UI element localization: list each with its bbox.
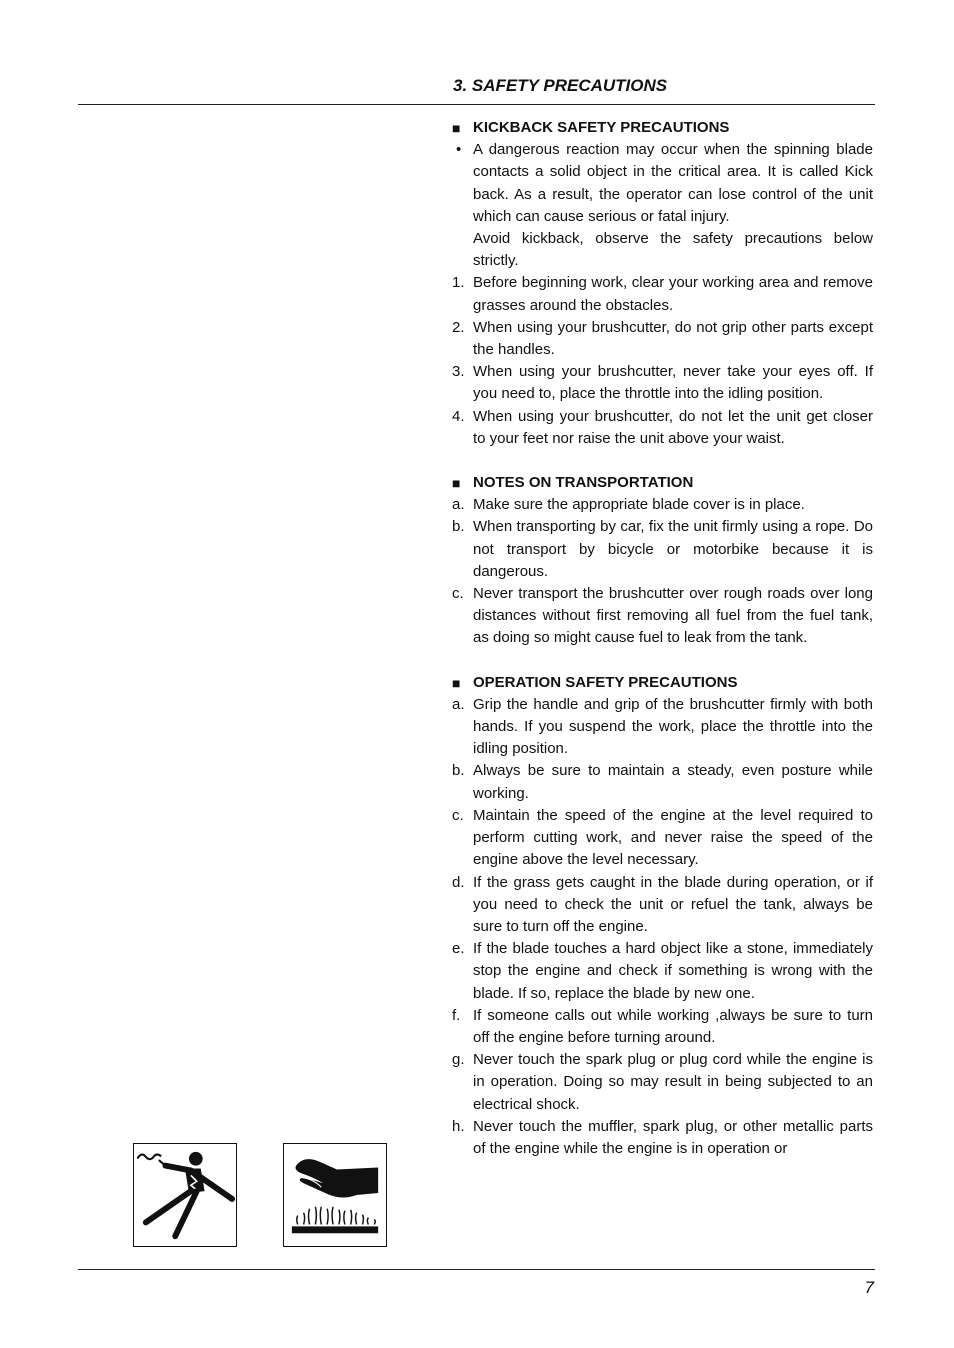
list-item: a. Make sure the appropriate blade cover is in place.: [452, 496, 805, 514]
list-item: 2. When using your brushcutter, do not grip other parts except the handles.: [452, 318, 873, 359]
operation-heading: ■ OPERATION SAFETY PRECAUTIONS: [452, 672, 873, 694]
square-bullet-icon: ■: [452, 120, 461, 136]
transport-heading: ■ NOTES ON TRANSPORTATION: [452, 472, 873, 494]
list-item: h. Never touch the muffler, spark plug, or other metallic parts of the engine while the engine is in operation or: [452, 1117, 873, 1157]
list-item: c. Maintain the speed of the engine at the level required to perform cutting work, and never raise the speed of the engine above the level necessary.: [452, 806, 873, 869]
kickback-heading: ■ KICKBACK SAFETY PRECAUTIONS: [452, 117, 873, 139]
list-item: a. Grip the handle and grip of the brushcutter firmly with both hands. If you suspend the work, place the throttle into the idling position.: [452, 695, 873, 758]
header-rule: [78, 104, 875, 105]
list-item: 4. When using your brushcutter, do not let the unit get closer to your feet nor raise the unit above your waist.: [452, 407, 873, 447]
square-bullet-icon: ■: [452, 475, 461, 492]
list-item: d. If the grass gets caught in the blade during operation, or if you need to check the unit or refuel the tank, always be sure to turn off the engine.: [452, 873, 873, 935]
kickback-note: Avoid kickback, observe the safety precautions below strictly.: [473, 230, 873, 270]
square-bullet-icon: ■: [452, 674, 461, 691]
page-header: 3. SAFETY PRECAUTIONS: [453, 76, 668, 95]
list-item: 3. When using your brushcutter, never take your eyes off. If you need to, place the throttle into the idling position.: [452, 363, 873, 403]
bullet-dot-icon: •: [456, 141, 462, 159]
electric-shock-pictogram: [133, 1143, 237, 1247]
list-item: b. Always be sure to maintain a steady, even posture while working.: [452, 762, 873, 802]
hot-surface-icon: [284, 1144, 386, 1246]
electric-shock-icon: [134, 1144, 236, 1246]
main-content: [452, 117, 873, 1160]
hot-surface-pictogram: [283, 1143, 387, 1247]
list-item: 1. Before beginning work, clear your working area and remove grasses around the obstacles.: [452, 274, 873, 314]
list-item: c. Never transport the brushcutter over rough roads over long distances without first removing all fuel from the fuel tank, as doing so might cause fuel to leak from the tank.: [452, 585, 873, 647]
kickback-bullet: • A dangerous reaction may occur when the spinning blade contacts a solid object in the critical area. It is called Kick back. As a result, the operator can lose control of the unit which can cause serious or fatal injury.: [452, 139, 873, 228]
footer-rule: [78, 1269, 875, 1270]
list-item: e. If the blade touches a hard object like a stone, immediately stop the engine and check if something is wrong with the blade. If so, replace the blade by new one.: [452, 940, 873, 1002]
list-item: g. Never touch the spark plug or plug cord while the engine is in operation. Doing so may result in being subjected to an electrical shock.: [452, 1051, 873, 1113]
list-item: f. If someone calls out while working ,always be sure to turn off the engine before turning around.: [452, 1006, 873, 1046]
page-number: 7: [864, 1278, 874, 1297]
list-item: b. When transporting by car, fix the unit firmly using a rope. Do not transport by bicycle or motorbike because it is dangerous.: [452, 518, 873, 580]
